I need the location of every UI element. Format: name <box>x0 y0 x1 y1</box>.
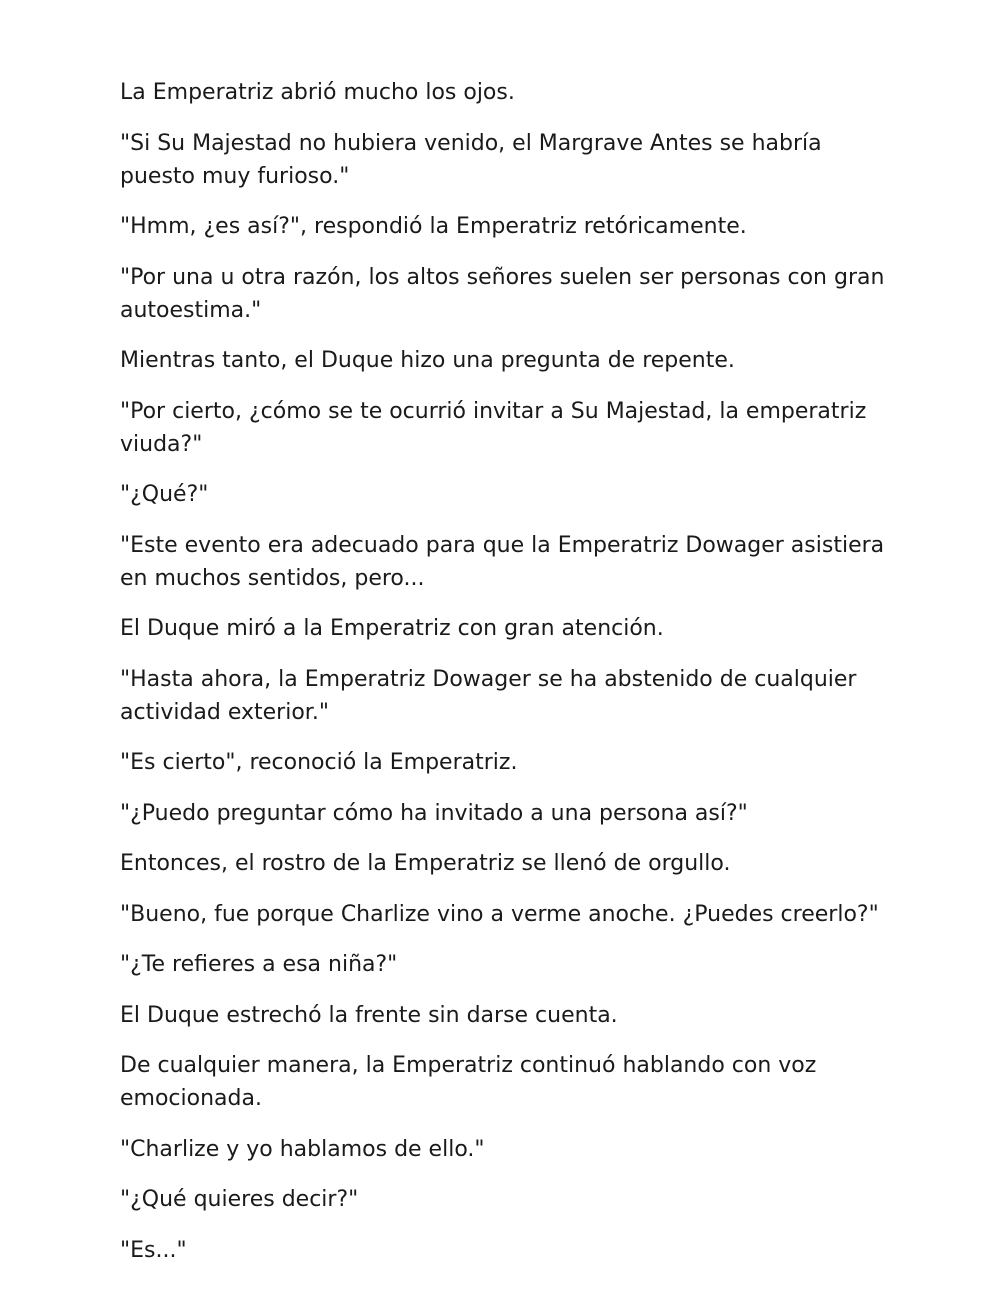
paragraph: "Hasta ahora, la Emperatriz Dowager se ha abstenido de cualquier actividad exterior." <box>120 666 857 725</box>
paragraph: "¿Qué?" <box>120 482 209 507</box>
paragraph: "Charlize y yo hablamos de ello." <box>120 1136 485 1162</box>
paragraph: Entonces, el rostro de la Emperatriz se llenó de orgullo. <box>120 851 731 876</box>
paragraph: La Emperatriz abrió mucho los ojos. <box>120 80 515 105</box>
paragraph: "¿Qué quieres decir?" <box>120 1187 359 1212</box>
paragraph: "Si Su Majestad no hubiera venido, el Margrave Antes se habría puesto muy furioso." <box>120 130 822 189</box>
paragraph: Mientras tanto, el Duque hizo una pregunta de repente. <box>120 348 735 373</box>
paragraph: El Duque estrechó la frente sin darse cuenta. <box>120 1002 618 1028</box>
paragraph: "Por una u otra razón, los altos señores suelen ser personas con gran autoestima." <box>120 264 885 323</box>
paragraph: "¿Puedo preguntar cómo ha invitado a una persona así?" <box>120 800 748 826</box>
paragraph: "Hmm, ¿es así?", respondió la Emperatriz retóricamente. <box>120 214 747 239</box>
paragraph: "Es..." <box>120 1237 187 1263</box>
paragraph: "¿Te refieres a esa niña?" <box>120 952 398 977</box>
paragraph: "Es cierto", reconoció la Emperatriz. <box>120 750 518 775</box>
paragraph: De cualquier manera, la Emperatriz continuó hablando con voz emocionada. <box>120 1053 817 1111</box>
paragraph: El Duque miró a la Emperatriz con gran atención. <box>120 616 664 641</box>
document-body <box>120 76 890 1284</box>
paragraph: "Por cierto, ¿cómo se te ocurrió invitar a Su Majestad, la emperatriz viuda?" <box>120 398 867 457</box>
paragraph: "Este evento era adecuado para que la Emperatriz Dowager asistiera en muchos sentidos, pero... <box>120 532 885 591</box>
paragraph: "Bueno, fue porque Charlize vino a verme anoche. ¿Puedes creerlo?" <box>120 901 879 927</box>
